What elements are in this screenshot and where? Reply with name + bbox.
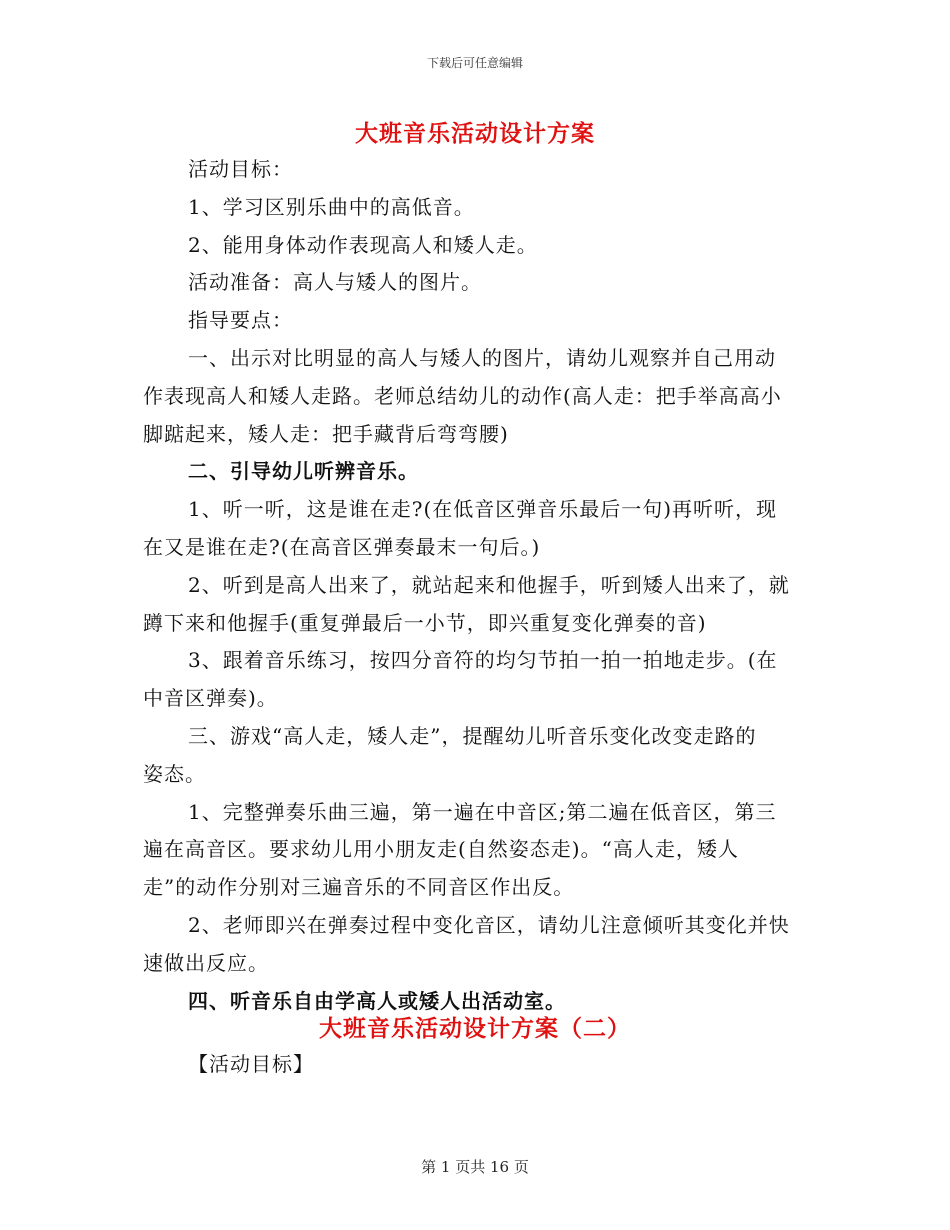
body-line: 二、引导幼儿听辨音乐。 [188, 459, 419, 484]
body-line: 3、跟着音乐练习，按四分音符的均匀节拍一拍一拍地走步。(在 [188, 648, 778, 673]
body-line: 三、游戏“高人走，矮人走”，提醒幼儿听音乐变化改变走路的 [188, 724, 757, 748]
activity-goals-heading: 【活动目标】 [188, 1052, 314, 1076]
document-title: 大班音乐活动设计方案 [355, 120, 595, 147]
body-line: 中音区弹奏)。 [143, 686, 278, 711]
body-line: 速做出反应。 [143, 950, 269, 975]
body-line: 一、出示对比明显的高人与矮人的图片，请幼儿观察并自己用动 [188, 346, 776, 370]
body-line: 1、听一听，这是谁在走?(在低音区弹音乐最后一句)再听听，现 [188, 497, 778, 522]
body-line: 在又是谁在走?(在高音区弹奏最末一句后。) [143, 535, 541, 559]
body-line: 2、老师即兴在弹奏过程中变化音区，请幼儿注意倾听其变化并快 [188, 913, 790, 937]
body-line: 脚踮起来，矮人走：把手藏背后弯弯腰) [143, 421, 509, 446]
body-line: 四、听音乐自由学高人或矮人出活动室。 [188, 988, 566, 1013]
body-line: 作表现高人和矮人走路。老师总结幼儿的动作(高人走：把手举高高小 [143, 383, 782, 408]
page-footer-number: 第 1 页共 16 页 [421, 1158, 529, 1176]
body-line: 蹲下来和他握手(重复弹最后一小节，即兴重复变化弹奏的音) [143, 610, 707, 635]
body-line: 活动准备：高人与矮人的图片。 [188, 270, 482, 295]
second-document-title: 大班音乐活动设计方案（二） [319, 1015, 631, 1042]
body-line: 2、听到是高人出来了，就站起来和他握手，听到矮人出来了，就 [188, 572, 790, 597]
page-header-note: 下载后可任意编辑 [426, 56, 523, 70]
body-line: 遍在高音区。要求幼儿用小朋友走(自然姿态走)。“高人走，矮人 [143, 837, 739, 862]
body-line: 1、学习区别乐曲中的高低音。 [188, 194, 475, 219]
body-line: 2、能用身体动作表现高人和矮人走。 [188, 232, 538, 257]
body-line: 走”的动作分别对三遍音乐的不同音区作出反。 [143, 875, 575, 900]
body-line: 姿态。 [143, 761, 206, 786]
body-line: 指导要点： [188, 308, 293, 333]
body-line: 1、完整弹奏乐曲三遍，第一遍在中音区;第二遍在低音区，第三 [188, 799, 777, 824]
body-line: 活动目标： [188, 157, 293, 181]
